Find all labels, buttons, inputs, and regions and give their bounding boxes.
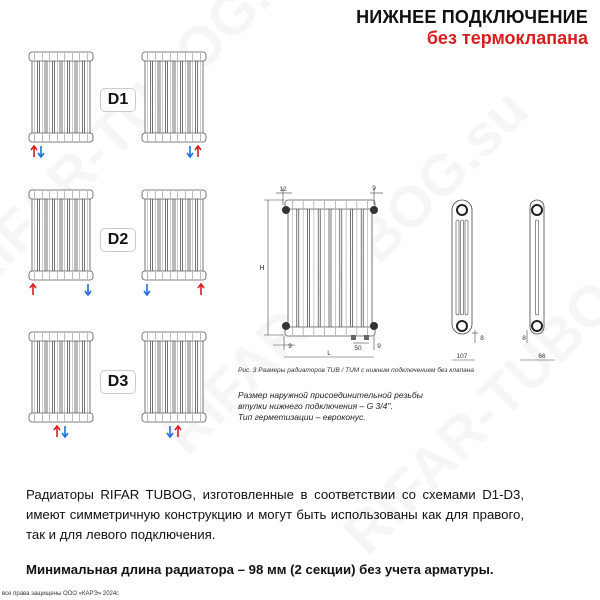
- radiator-bottom-collector: [29, 133, 93, 142]
- supply-arrow: [31, 146, 37, 157]
- radiator-left-d3: [29, 332, 93, 422]
- radiator-front-view: [285, 200, 375, 336]
- dim-bottom-right: 9: [377, 343, 381, 350]
- radiator-right-d3: [142, 332, 206, 422]
- radiator-right-d1: [142, 52, 206, 142]
- return-arrow: [38, 146, 44, 157]
- radiator-bottom-collector: [142, 271, 206, 280]
- dim-offset: 8: [522, 335, 526, 342]
- radiator-bottom-collector: [142, 133, 206, 142]
- side-port: [532, 205, 542, 215]
- side-view-2col: [530, 200, 544, 334]
- supply-arrow: [195, 146, 201, 157]
- supply-arrow: [54, 426, 60, 437]
- side-port: [457, 321, 467, 331]
- radiator-top-collector: [142, 52, 206, 61]
- note-line: Размер наружной присоединительной резьбы: [238, 390, 423, 400]
- return-arrow: [62, 426, 68, 437]
- figure-caption: Рис. 3 Размеры радиаторов TUB / TUM с нижним подключением без клапана: [238, 367, 474, 374]
- supply-arrow: [175, 426, 181, 437]
- connection-plug: [370, 322, 378, 330]
- radiator-bottom-collector: [29, 271, 93, 280]
- radiator-top-collector: [285, 200, 375, 209]
- radiator-right-d2: [142, 190, 206, 280]
- dim-depth-107: 107: [456, 353, 468, 360]
- min-length-note: Минимальная длина радиатора – 98 мм (2 секции) без учета арматуры.: [26, 562, 494, 577]
- side-port: [457, 205, 467, 215]
- supply-arrow: [30, 284, 36, 295]
- radiator-bottom-collector: [142, 413, 206, 422]
- copyright-footer: все права защищены ООО «КАРЭ» 2024г.: [2, 591, 120, 597]
- page-subtitle: без термоклапана: [426, 28, 588, 48]
- description-paragraph: Радиаторы RIFAR TUBOG, изготовленные в соответствии со схемами D1-D3, имеют симметричную конструкцию и могут быть использованы как для правого, так и для левого подключения.: [26, 487, 524, 542]
- note-line: Тип герметизации – евроконус.: [238, 412, 366, 422]
- scheme-label-d2: D2: [100, 228, 136, 252]
- dim-offset: 8: [480, 335, 484, 342]
- connection-plug: [370, 206, 378, 214]
- radiator-bottom-collector: [29, 413, 93, 422]
- connection-plug: [282, 206, 290, 214]
- radiator-top-collector: [142, 332, 206, 341]
- radiator-top-collector: [29, 190, 93, 199]
- bottom-connection: [351, 335, 356, 340]
- dim-depth-66: 66: [538, 353, 546, 360]
- side-view-3col: [452, 200, 472, 334]
- radiator-top-collector: [142, 190, 206, 199]
- thread-note: [238, 390, 423, 423]
- note-line: втулки нижнего подключения – G 3/4''.: [238, 401, 393, 411]
- return-arrow: [144, 284, 150, 295]
- supply-arrow: [198, 284, 204, 295]
- bottom-connection: [364, 335, 369, 340]
- radiator-left-d1: [29, 52, 93, 142]
- radiator-top-collector: [29, 52, 93, 61]
- dim-spacing: 50: [354, 345, 362, 352]
- return-arrow: [85, 284, 91, 295]
- dim-bottom-left: 9: [288, 343, 292, 350]
- radiator-top-collector: [29, 332, 93, 341]
- dim-length: L: [327, 350, 331, 357]
- return-arrow: [167, 426, 173, 437]
- page-title: НИЖНЕЕ ПОДКЛЮЧЕНИЕ: [356, 7, 588, 27]
- radiator-bottom-collector: [285, 327, 375, 336]
- dim-top-right: 9: [372, 185, 376, 192]
- radiator-left-d2: [29, 190, 93, 280]
- side-port: [532, 321, 542, 331]
- dim-height: H: [259, 265, 265, 272]
- scheme-label-d3: D3: [100, 370, 136, 394]
- dim-top-left: 12: [279, 186, 287, 193]
- return-arrow: [187, 146, 193, 157]
- scheme-label-d1: D1: [100, 88, 136, 112]
- connection-plug: [282, 322, 290, 330]
